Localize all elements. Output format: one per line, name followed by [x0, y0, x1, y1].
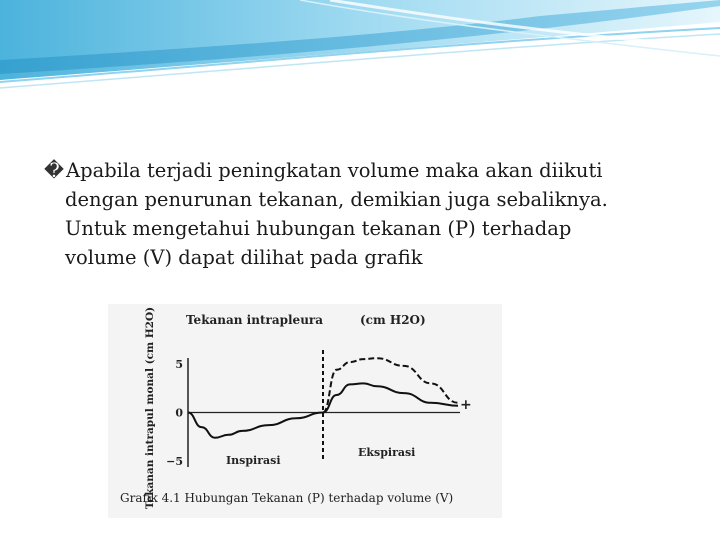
text-line-4: volume (V) dapat dilihat pada grafik — [65, 246, 423, 269]
phase-label-inspirasi: Inspirasi — [226, 454, 281, 467]
text-line-3: Untuk mengetahui hubungan tekanan (P) terhadap — [65, 217, 572, 240]
header-banner — [0, 0, 720, 110]
bullet-paragraph — [44, 156, 694, 272]
figure-caption: Grafik 4.1 Hubungan Tekanan (P) terhadap volume (V) — [120, 491, 454, 505]
text-line-2: dengan penurunan tekanan, demikian juga sebaliknya. — [65, 188, 608, 211]
chart-unit-label: (cm H2O) — [360, 313, 426, 327]
chart-title: Tekanan intrapleura — [186, 313, 324, 327]
text-line-1: � Apabila terjadi peningkatan volume maka akan diikuti — [44, 159, 603, 182]
y-axis-label: Tekanan intrapul monal (cm H2O) — [144, 306, 156, 510]
series-line-dashed — [323, 358, 458, 412]
y-tick-label: 0 — [175, 406, 183, 420]
pressure-chart — [108, 304, 502, 518]
phase-label-ekspirasi: Ekspirasi — [358, 446, 416, 459]
end-mark-icon: + — [460, 397, 472, 413]
y-tick-label: 5 — [175, 358, 183, 371]
pressure-volume-figure — [108, 304, 502, 518]
bullet-icon: � — [44, 159, 64, 182]
y-tick-label: −5 — [166, 455, 183, 468]
